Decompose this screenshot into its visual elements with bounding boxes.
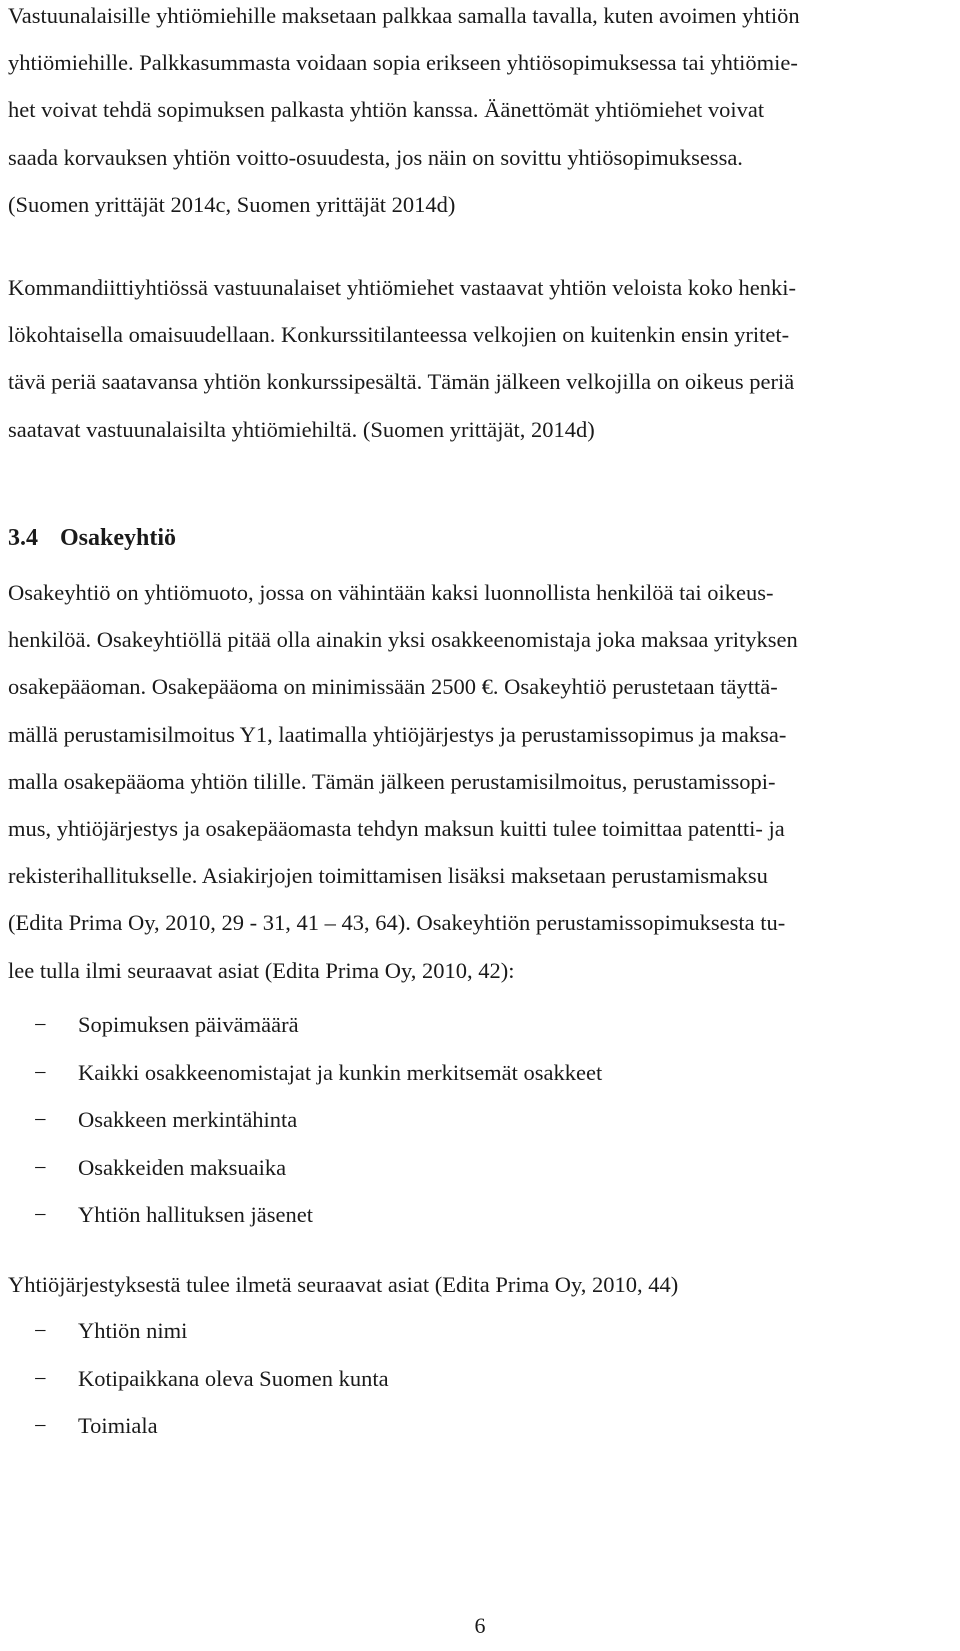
- list-item: [8, 1096, 602, 1144]
- page-number: 6: [474, 1613, 486, 1638]
- text-line: het voivat tehdä sopimuksen palkasta yhtiön kanssa. Äänettömät yhtiömiehet voivat: [8, 97, 765, 123]
- list-item-text: Toimiala: [78, 1413, 158, 1439]
- list-item-text: Kaikki osakkeenomistajat ja kunkin merkitsemät osakkeet: [78, 1059, 603, 1085]
- list-item-text: Osakkeen merkintähinta: [78, 1107, 298, 1133]
- dash-bullet: −: [34, 1154, 47, 1180]
- text-line: yhtiömiehille. Palkkasummasta voidaan sopia erikseen yhtiösopimuksessa tai yhtiömie-: [8, 50, 798, 76]
- text-line: (Suomen yrittäjät 2014c, Suomen yrittäjät 2014d): [8, 191, 456, 217]
- paragraph-osakeyhtio: [8, 569, 948, 994]
- list-item: [8, 1355, 389, 1403]
- text-line: malla osakepääoma yhtiön tilille. Tämän jälkeen perustamisilmoitus, perustamissopi-: [8, 768, 776, 794]
- text-line: saatavat vastuunalaisilta yhtiömiehiltä. (Suomen yrittäjät, 2014d): [8, 416, 595, 442]
- list-item: [8, 1001, 602, 1049]
- text-line: Osakeyhtiö on yhtiömuoto, jossa on vähintään kaksi luonnollista henkilöä tai oikeus-: [8, 580, 774, 605]
- paragraph-articles-intro: [8, 1261, 948, 1308]
- text-line: osakepääoman. Osakepääoma on minimissään 2500 €. Osakeyhtiö perustetaan täyttä-: [8, 674, 778, 700]
- text-line: rekisterihallitukselle. Asiakirjojen toimittamisen lisäksi maksetaan perustamismaksu: [8, 863, 768, 889]
- paragraph-liability: [8, 264, 948, 453]
- text-line: Yhtiöjärjestyksestä tulee ilmetä seuraavat asiat (Edita Prima Oy, 2010, 44): [8, 1272, 679, 1297]
- list-item: [8, 1144, 602, 1192]
- text-line: Kommandiittiyhtiössä vastuunalaiset yhtiömiehet vastaavat yhtiön veloista koko henki-: [8, 275, 796, 300]
- list-item-text: Yhtiön hallituksen jäsenet: [78, 1202, 313, 1228]
- list-item: [8, 1049, 602, 1097]
- dash-bullet: −: [34, 1318, 47, 1343]
- text-line: lökohtaisella omaisuudellaan. Konkurssitilanteessa velkojien on kuitenkin ensin yritet-: [8, 322, 790, 348]
- text-line: henkilöä. Osakeyhtiöllä pitää olla ainakin yksi osakkeenomistaja joka maksaa yrityksen: [8, 627, 798, 653]
- paragraph-salary: [8, 0, 948, 228]
- dash-bullet: −: [34, 1413, 47, 1439]
- articles-of-association-list: [8, 1307, 389, 1450]
- text-line: mus, yhtiöjärjestys ja osakepääomasta tehdyn maksun kuitti tulee toimittaa patentti- ja: [8, 816, 785, 842]
- section-title: Osakeyhtiö: [60, 525, 177, 551]
- list-item-text: Yhtiön nimi: [78, 1318, 188, 1343]
- founding-agreement-list: [8, 1001, 602, 1239]
- section-heading: [8, 518, 176, 558]
- dash-bullet: −: [34, 1202, 47, 1228]
- text-line: saada korvauksen yhtiön voitto-osuudesta, jos näin on sovittu yhtiösopimuksessa.: [8, 144, 743, 170]
- text-line: lee tulla ilmi seuraavat asiat (Edita Prima Oy, 2010, 42):: [8, 957, 515, 983]
- list-item: [8, 1402, 389, 1450]
- list-item: [8, 1307, 389, 1355]
- text-line: Vastuunalaisille yhtiömiehille maksetaan palkkaa samalla tavalla, kuten avoimen yhtiön: [8, 3, 800, 28]
- dash-bullet: −: [34, 1059, 47, 1085]
- text-line: (Edita Prima Oy, 2010, 29 - 31, 41 – 43, 64). Osakeyhtiön perustamissopimuksesta tu-: [8, 910, 786, 936]
- text-line: mällä perustamisilmoitus Y1, laatimalla yhtiöjärjestys ja perustamissopimus ja maksa-: [8, 721, 787, 747]
- text-line: tävä periä saatavansa yhtiön konkurssipesältä. Tämän jälkeen velkojilla on oikeus periä: [8, 369, 795, 395]
- list-item-text: Kotipaikkana oleva Suomen kunta: [78, 1365, 389, 1391]
- section-number: 3.4: [8, 525, 38, 551]
- dash-bullet: −: [34, 1107, 47, 1133]
- list-item: [8, 1191, 602, 1239]
- list-item-text: Sopimuksen päivämäärä: [78, 1012, 299, 1037]
- list-item-text: Osakkeiden maksuaika: [78, 1154, 287, 1180]
- dash-bullet: −: [34, 1365, 47, 1391]
- dash-bullet: −: [34, 1012, 47, 1037]
